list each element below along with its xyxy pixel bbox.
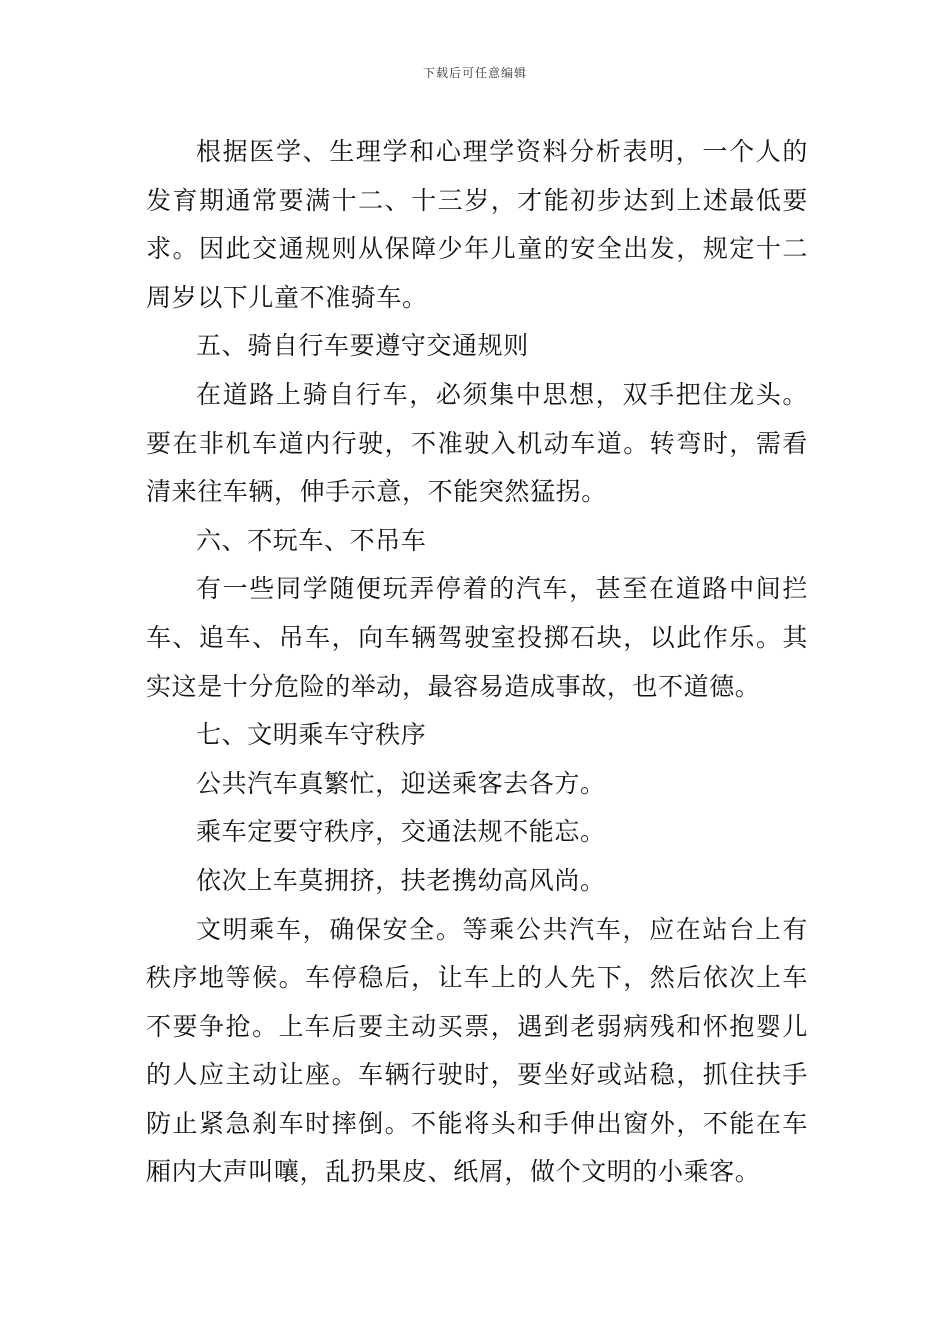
verse-line-3: 依次上车莫拥挤，扶老携幼高风尚。 bbox=[196, 865, 606, 895]
page-header-note: 下载后可任意编辑 bbox=[422, 66, 527, 80]
verse-line-1: 公共汽车真繁忙，迎送乘客去各方。 bbox=[196, 768, 606, 798]
section-heading-5: 五、骑自行车要遵守交通规则 bbox=[196, 331, 529, 361]
section-heading-7: 七、文明乘车守秩序 bbox=[196, 720, 427, 750]
document-body bbox=[146, 128, 808, 1197]
section-heading-6: 六、不玩车、不吊车 bbox=[196, 525, 427, 555]
paragraph-cycling-rules: 在道路上骑自行车，必须集中思想，双手把住龙头。要在非机车道内行驶，不准驶入机动车道。转弯时，需看清来往车辆，伸手示意，不能突然猛拐。 bbox=[146, 379, 808, 507]
paragraph-no-playing-with-cars: 有一些同学随便玩弄停着的汽车，甚至在道路中间拦车、追车、吊车，向车辆驾驶室投掷石块，以此作乐。其实这是十分危险的举动，最容易造成事故，也不道德。 bbox=[146, 574, 808, 701]
verse-line-2: 乘车定要守秩序，交通法规不能忘。 bbox=[196, 817, 606, 847]
paragraph-development-age: 根据医学、生理学和心理学资料分析表明，一个人的发育期通常要满十二、十三岁，才能初步达到上述最低要求。因此交通规则从保障少年儿童的安全出发，规定十二周岁以下儿童不准骑车。 bbox=[146, 137, 808, 312]
paragraph-civil-riding: 文明乘车，确保安全。等乘公共汽车，应在站台上有秩序地等候。车停稳后，让车上的人先下，然后依次上车不要争抢。上车后要主动买票，遇到老弱病残和怀抱婴儿的人应主动让座。车辆行驶时，要坐好或站稳，抓住扶手防止紧急刹车时摔倒。不能将头和手伸出窗外，不能在车厢内大声叫嚷，乱扔果皮、纸屑，做个文明的小乘客。 bbox=[146, 914, 808, 1187]
